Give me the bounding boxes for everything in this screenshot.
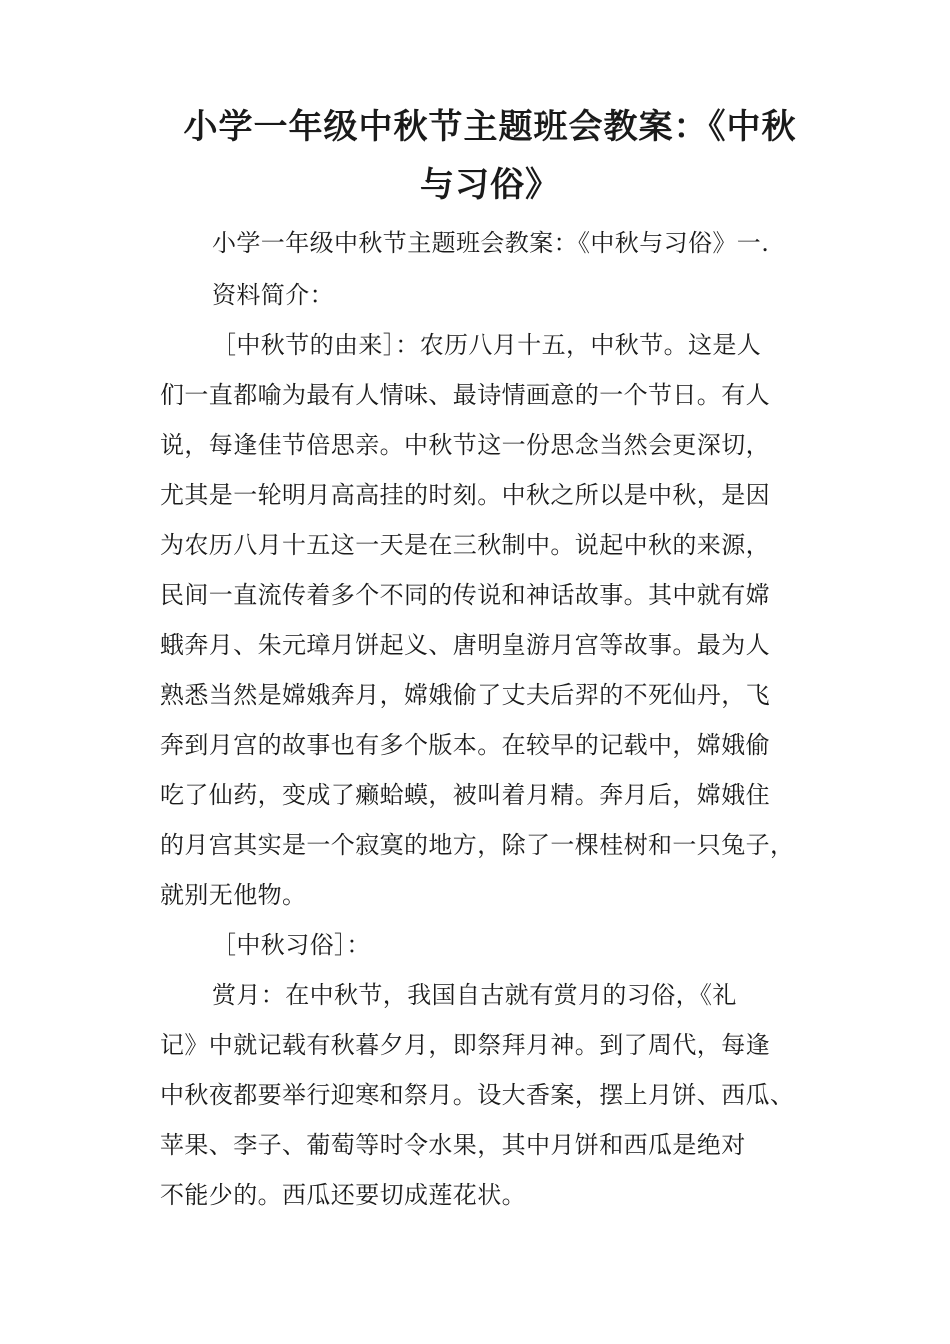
body-line: 小学一年级中秋节主题班会教案：《中秋与习俗》一.: [212, 229, 770, 257]
body-line: 的月宫其实是一个寂寞的地方，除了一棵桂树和一只兔子，: [160, 831, 795, 859]
body-line: 们一直都喻为最有人情味、最诗情画意的一个节日。有人: [160, 381, 770, 409]
body-line: 记》中就记载有秋暮夕月，即祭拜月神。到了周代，每逢: [160, 1031, 770, 1059]
body-line: 蛾奔月、朱元璋月饼起义、唐明皇游月宫等故事。最为人: [160, 631, 770, 659]
document-title: [160, 98, 820, 214]
body-line: 说，每逢佳节倍思亲。中秋节这一份思念当然会更深切，: [160, 431, 770, 459]
body-line: 就别无他物。: [160, 881, 307, 909]
body-line: 赏月：在中秋节，我国自古就有赏月的习俗，《礼: [212, 981, 737, 1009]
title-line-2: 与习俗》: [420, 165, 560, 205]
body-line: 为农历八月十五这一天是在三秋制中。说起中秋的来源，: [160, 531, 770, 559]
body-line: 吃了仙药，变成了癞蛤蟆，被叫着月精。奔月后，嫦娥住: [160, 781, 770, 809]
body-line: 苹果、李子、葡萄等时令水果，其中月饼和西瓜是绝对: [160, 1131, 746, 1159]
body-line: 民间一直流传着多个不同的传说和神话故事。其中就有嫦: [160, 581, 770, 609]
body-line: 奔到月宫的故事也有多个版本。在较早的记载中，嫦娥偷: [160, 731, 770, 759]
body-line: 尤其是一轮明月高高挂的时刻。中秋之所以是中秋，是因: [160, 481, 770, 509]
body-line: ［中秋节的由来］：农历八月十五，中秋节。这是人: [212, 331, 762, 359]
body-line: ［中秋习俗］：: [212, 931, 371, 959]
body-line: 熟悉当然是嫦娥奔月，嫦娥偷了丈夫后羿的不死仙丹，飞: [160, 681, 770, 709]
title-line-1: 小学一年级中秋节主题班会教案：《中秋: [183, 107, 797, 147]
body-line: 中秋夜都要举行迎寒和祭月。设大香案，摆上月饼、西瓜、: [160, 1081, 795, 1109]
body-line: 不能少的。西瓜还要切成莲花状。: [160, 1181, 526, 1209]
body-line: 资料简介：: [212, 281, 334, 309]
